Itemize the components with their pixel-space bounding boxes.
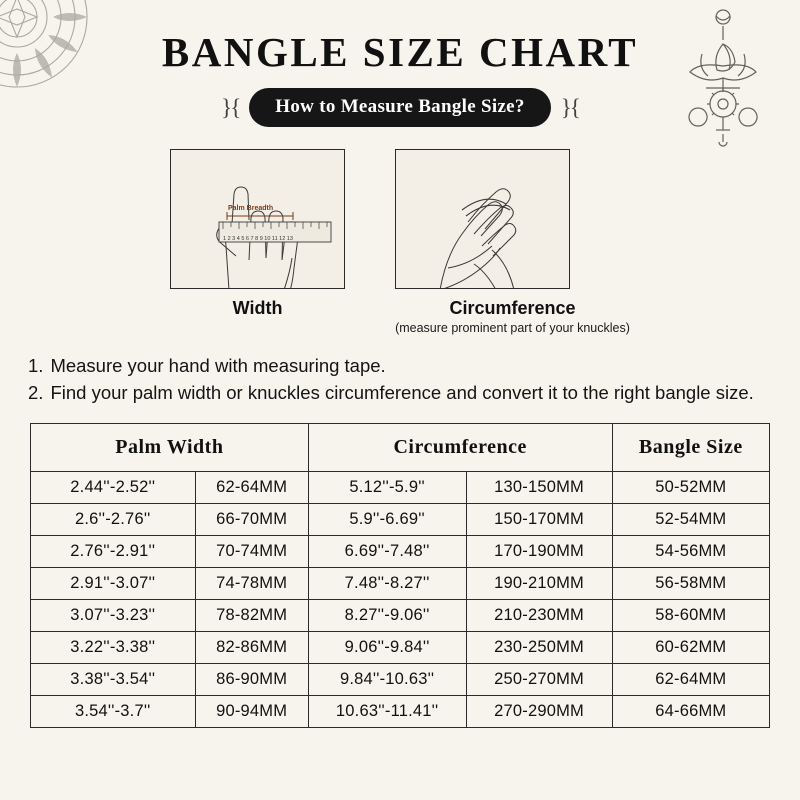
cell-palm-inch: 2.6''-2.76'' <box>31 503 196 535</box>
cell-bangle-size: 64-66MM <box>612 695 769 727</box>
table-row <box>31 599 770 631</box>
cell-circ-mm: 250-270MM <box>466 663 612 695</box>
cell-palm-mm: 66-70MM <box>195 503 308 535</box>
list-item <box>28 380 768 407</box>
cell-palm-mm: 74-78MM <box>195 567 308 599</box>
cell-palm-mm: 86-90MM <box>195 663 308 695</box>
size-chart-table <box>30 423 770 728</box>
cell-palm-mm: 62-64MM <box>195 471 308 503</box>
subtitle-pill: How to Measure Bangle Size? <box>249 88 550 127</box>
cell-palm-inch: 2.44''-2.52'' <box>31 471 196 503</box>
step-text: Find your palm width or knuckles circumference and convert it to the right bangle size. <box>50 381 754 403</box>
cell-circ-mm: 210-230MM <box>466 599 612 631</box>
illustration-circumference <box>395 149 630 335</box>
instruction-steps <box>28 353 768 407</box>
cell-bangle-size: 60-62MM <box>612 631 769 663</box>
cell-circ-mm: 170-190MM <box>466 535 612 567</box>
cell-palm-inch: 3.22''-3.38'' <box>31 631 196 663</box>
swirl-left-icon: }{ <box>221 94 240 120</box>
cell-palm-inch: 3.54''-3.7'' <box>31 695 196 727</box>
cell-bangle-size: 58-60MM <box>612 599 769 631</box>
table-row <box>31 471 770 503</box>
list-item <box>28 353 768 380</box>
knuckle-circumference-drawing-icon <box>396 150 570 289</box>
page-title: BANGLE SIZE CHART <box>161 29 639 75</box>
table-head <box>31 423 770 471</box>
cell-palm-inch: 3.07''-3.23'' <box>31 599 196 631</box>
cell-bangle-size: 56-58MM <box>612 567 769 599</box>
table-header-row <box>31 423 770 471</box>
cell-palm-inch: 2.91''-3.07'' <box>31 567 196 599</box>
svg-text:1 2 3 4 5 6 7 8 9 10 1: 1 2 3 4 5 6 7 8 9 10 11 12 13 <box>223 236 294 242</box>
step-text: Measure your hand with measuring tape. <box>50 355 386 376</box>
table-row <box>31 663 770 695</box>
lotus-ornament-icon <box>668 4 778 154</box>
table-row <box>31 631 770 663</box>
table-row <box>31 567 770 599</box>
cell-circ-mm: 190-210MM <box>466 567 612 599</box>
table-row <box>31 535 770 567</box>
cell-circ-inch: 7.48''-8.27'' <box>308 567 466 599</box>
cell-palm-mm: 70-74MM <box>195 535 308 567</box>
cell-circ-inch: 9.84''-10.63'' <box>308 663 466 695</box>
cell-bangle-size: 52-54MM <box>612 503 769 535</box>
cell-palm-mm: 90-94MM <box>195 695 308 727</box>
cell-circ-inch: 5.12''-5.9'' <box>308 471 466 503</box>
cell-bangle-size: 62-64MM <box>612 663 769 695</box>
cell-circ-mm: 270-290MM <box>466 695 612 727</box>
cell-circ-mm: 150-170MM <box>466 503 612 535</box>
palm-breadth-label: Palm Breadth <box>228 205 274 212</box>
hand-width-illustration <box>170 149 345 289</box>
cell-bangle-size: 50-52MM <box>612 471 769 503</box>
cell-circ-inch: 6.69''-7.48'' <box>308 535 466 567</box>
swirl-right-icon: }{ <box>560 94 579 120</box>
column-header-bangle-size: Bangle Size <box>612 423 769 471</box>
mandala-ornament-icon <box>0 0 92 92</box>
illustration-row <box>0 149 800 335</box>
cell-palm-mm: 78-82MM <box>195 599 308 631</box>
cell-palm-inch: 2.76''-2.91'' <box>31 535 196 567</box>
table-row <box>31 695 770 727</box>
cell-palm-mm: 82-86MM <box>195 631 308 663</box>
column-header-palm-width: Palm Width <box>31 423 309 471</box>
table-row <box>31 503 770 535</box>
table-body <box>31 471 770 727</box>
step-number: 1. <box>28 355 44 376</box>
cell-circ-mm: 230-250MM <box>466 631 612 663</box>
step-number: 2. <box>28 381 44 403</box>
illustration-width-caption: Width <box>232 298 283 318</box>
cell-circ-mm: 130-150MM <box>466 471 612 503</box>
illustration-circumference-subcaption: (measure prominent part of your knuckles) <box>395 321 630 335</box>
cell-circ-inch: 9.06''-9.84'' <box>308 631 466 663</box>
cell-circ-inch: 8.27''-9.06'' <box>308 599 466 631</box>
palm-width-drawing-icon <box>171 150 345 289</box>
cell-circ-inch: 5.9''-6.69'' <box>308 503 466 535</box>
column-header-circumference: Circumference <box>308 423 612 471</box>
hand-circumference-illustration <box>395 149 570 289</box>
cell-palm-inch: 3.38''-3.54'' <box>31 663 196 695</box>
size-chart-wrapper <box>30 423 770 728</box>
illustration-width <box>170 149 345 335</box>
cell-bangle-size: 54-56MM <box>612 535 769 567</box>
cell-circ-inch: 10.63''-11.41'' <box>308 695 466 727</box>
illustration-circumference-caption: Circumference <box>449 298 576 318</box>
